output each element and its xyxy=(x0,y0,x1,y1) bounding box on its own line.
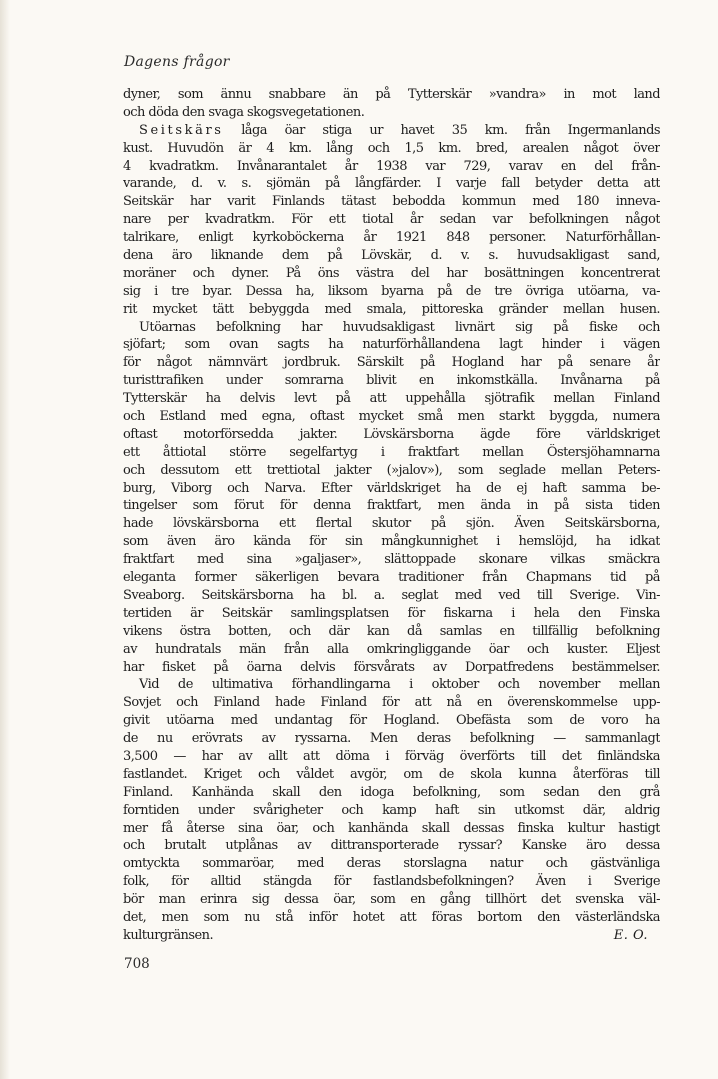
text-line: Vid de ultimativa förhandlingarna i oktober och november mellan xyxy=(139,677,660,693)
text-line: har fisket på öarna delvis försvårats av Dorpatfredens bestämmelser. xyxy=(123,659,660,675)
text-line: omtyckta sommaröar, med deras storslagna natur och gästvänliga xyxy=(123,856,660,872)
text-line: och dessutom ett trettiotal jakter (»jalov»), som seglade mellan Peters- xyxy=(123,462,660,478)
text-line: rit mycket tätt bebyggda med smala, pittoreska gränder mellan husen. xyxy=(123,301,660,317)
text-line: bör man erinra sig dessa öar, som en gång tillhört det svenska väl- xyxy=(123,892,660,908)
text-line: fraktfart med sina »galjaser», slättoppade skonare vilkas smäckra xyxy=(123,552,660,568)
text-segment: låga öar stiga ur havet 35 km. från Ingermanlands xyxy=(241,122,660,138)
text-line: Seitskär har varit Finlands tätast bebodda kommun med 180 inneva- xyxy=(123,194,660,210)
text-line: 3,500 — har av allt att döma i förväg överförts till det finländska xyxy=(123,748,660,764)
text-line: mer få återse sina öar, och kanhända skall dessas finska kultur hastigt xyxy=(123,820,660,836)
text-line: folk, för alltid stängda för fastlandsbefolkningen? Även i Sverige xyxy=(123,874,660,890)
text-line: Utöarnas befolkning har huvudsakligast livnärt sig på fiske och xyxy=(139,319,660,335)
text-line: forntiden under svårigheter och kamp haft sin utkomst där, aldrig xyxy=(123,802,660,818)
text-line: turisttrafiken under somrarna blivit en inkomstkälla. Invånarna på xyxy=(123,373,660,389)
text-line: Tytterskär ha delvis levt på att uppehålla sjötrafik mellan Finland xyxy=(123,391,660,407)
text-line: ett åttiotal större segelfartyg i fraktfart mellan Östersjöhamnarna xyxy=(123,444,660,460)
text-line: vikens östra botten, och där kan då samlas en tillfällig befolkning xyxy=(123,623,660,639)
text-segment: kulturgränsen. xyxy=(123,927,214,943)
place-name-spaced: Seitskärs xyxy=(139,122,224,138)
text-line: dyner, som ännu snabbare än på Tytterskär »vandra» in mot land xyxy=(123,87,660,102)
text-line: hade lövskärsborna ett flertal skutor på sjön. Även Seitskärsborna, xyxy=(123,516,660,532)
text-line: det, men som nu stå inför hotet att föras bortom den västerländska xyxy=(123,909,660,925)
text-line: och Estland med egna, oftast mycket små men starkt byggda, numera xyxy=(123,409,660,425)
text-line: sig i tre byar. Dessa ha, liksom byarna på de tre övriga utöarna, va- xyxy=(123,283,660,299)
text-line: som även äro kända för sin mångkunnighet i hemslöjd, ha idkat xyxy=(123,534,660,550)
text-line: kust. Huvudön är 4 km. lång och 1,5 km. bred, arealen något över xyxy=(123,140,660,156)
text-line: tertiden är Seitskär samlingsplatsen för fiskarna i hela den Finska xyxy=(123,605,660,621)
text-line xyxy=(123,927,660,945)
text-line: fastlandet. Kriget och våldet avgör, om de skola kunna återföras till xyxy=(123,766,660,782)
text-line: 4 kvadratkm. Invånarantalet år 1938 var 729, varav en del från- xyxy=(123,158,660,174)
text-line: nare per kvadratkm. För ett tiotal år sedan var befolkningen något xyxy=(123,212,660,228)
text-line: eleganta former säkerligen bevara traditioner från Chapmans tid på xyxy=(123,570,660,586)
page-number: 708 xyxy=(124,956,150,972)
text-line: givit utöarna med undantag för Hogland. Obefästa som de voro ha xyxy=(123,713,660,729)
article-body xyxy=(123,86,660,945)
text-line: och döda den svaga skogsvegetationen. xyxy=(123,104,365,120)
text-line: Sveaborg. Seitskärsborna ha bl. a. seglat med ved till Sverige. Vin- xyxy=(123,587,660,603)
text-line: tingelser som förut för denna fraktfart, men ända in på sista tiden xyxy=(123,498,660,514)
text-line: moräner och dyner. På öns västra del har bosättningen koncentrerat xyxy=(123,265,660,281)
text-line: varande, d. v. s. sjömän på långfärder. I varje fall betyder detta att xyxy=(123,176,660,192)
text-line: Finland. Kanhända skall den idoga befolkning, som sedan den grå xyxy=(123,784,660,800)
text-line xyxy=(123,122,660,140)
text-line: för något nämnvärt jordbruk. Särskilt på Hogland har på senare år xyxy=(123,355,660,371)
text-line: av hundratals män från alla omkringliggande öar och kuster. Eljest xyxy=(123,641,660,657)
author-signature: E. O. xyxy=(613,927,648,943)
text-line: sjöfart; som ovan sagts ha naturförhållandena lagt hinder i vägen xyxy=(123,337,660,353)
text-line: dena äro liknande dem på Lövskär, d. v. s. huvudsakligast sand, xyxy=(123,248,660,264)
text-line: Sovjet och Finland hade Finland för att nå en överenskommelse upp- xyxy=(123,695,660,711)
text-line: och brutalt utplånas av dittransporterade ryssar? Kanske äro dessa xyxy=(123,838,660,854)
text-line: burg, Viborg och Narva. Efter världskriget ha de ej haft samma be- xyxy=(123,480,660,496)
text-line: oftast motorförsedda jakter. Lövskärsborna ägde före världskriget xyxy=(123,426,660,442)
text-line: talrikare, enligt kyrkoböckerna år 1921 848 personer. Naturförhållan- xyxy=(123,230,660,246)
text-line: de nu erövrats av ryssarna. Men deras befolkning — sammanlagt xyxy=(123,731,660,747)
running-header: Dagens frågor xyxy=(124,54,230,70)
